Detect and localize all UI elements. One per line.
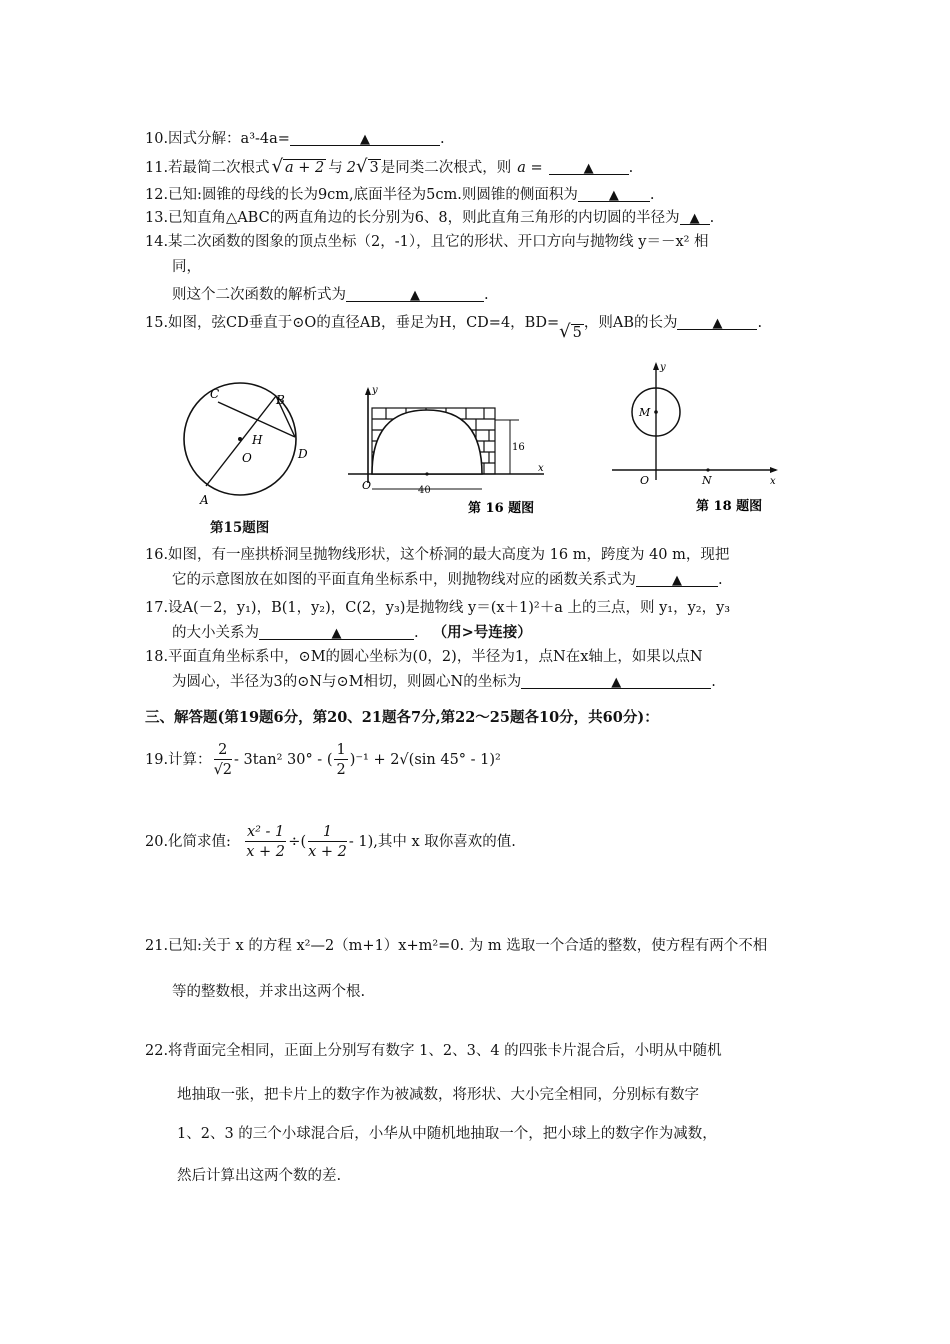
q18-line2: 为圆心，半径为3的⊙N与⊙M相切，则圆心N的坐标为 bbox=[172, 674, 522, 690]
q18-end: . bbox=[711, 674, 716, 690]
q19-num1: 2 bbox=[214, 741, 232, 760]
q11-radicand: a + 2 bbox=[285, 160, 325, 176]
radical-a-plus-2: √ a + 2 bbox=[271, 156, 325, 177]
q21-line1: 21.已知:关于 x 的方程 x²—2（m+1）x+m²=0. 为 m 选取一个合适的整数，使方程有两个不相 bbox=[145, 938, 768, 954]
question-20 bbox=[145, 820, 516, 864]
answer-blank[interactable] bbox=[346, 285, 484, 302]
y-axis-label: y bbox=[372, 385, 378, 396]
q11-post: 是同类二次根式，则 bbox=[380, 160, 512, 176]
label-h: H bbox=[252, 433, 263, 447]
q20-den2: x + 2 bbox=[308, 843, 347, 860]
q17-line2: 的大小关系为 bbox=[172, 625, 259, 641]
answer-blank[interactable] bbox=[549, 158, 629, 175]
triangle-marker: ▲ bbox=[410, 288, 420, 303]
q19-term1: - 3tan² 30° - ( bbox=[234, 752, 333, 768]
q16-line1: 16.如图，有一座拱桥洞呈抛物线形状，这个桥洞的最大高度为 16 m，跨度为 40 m，现把 bbox=[145, 547, 730, 563]
label-m: M bbox=[639, 406, 651, 419]
q22-line3: 1、2、3 的三个小球混合后，小华从中随机地抽取一个，把小球上的数字作为减数， bbox=[177, 1126, 717, 1142]
q18-line1: 18.平面直角坐标系中，⊙M的圆心坐标为(0，2)，半径为1，点N在x轴上，如果以点N bbox=[145, 649, 703, 665]
q19-den1: √2 bbox=[213, 761, 233, 778]
x-axis-label: x bbox=[538, 463, 544, 474]
answer-blank[interactable] bbox=[636, 570, 718, 587]
q19-term2: )⁻¹ + 2√(sin 45° - 1)² bbox=[349, 752, 501, 768]
question-18-line2 bbox=[172, 672, 716, 692]
q17-note: （用>号连接） bbox=[432, 624, 532, 641]
q22-line1: 22.将背面完全相同，正面上分别写有数字 1、2、3、4 的四张卡片混合后，小明从中随机 bbox=[145, 1043, 722, 1059]
label-a: A bbox=[200, 493, 209, 507]
q17-line1: 17.设A(－2，y₁)，B(1，y₂)，C(2，y₃)是抛物线 y＝(x＋1)²＋a 上的三点，则 y₁，y₂，y₃ bbox=[145, 600, 731, 616]
triangle-marker: ▲ bbox=[712, 316, 723, 331]
q14-line2: 同， bbox=[172, 259, 201, 275]
q20-num1: x² - 1 bbox=[246, 823, 285, 840]
question-19 bbox=[145, 738, 501, 782]
q22-line2: 地抽取一张，把卡片上的数字作为被减数，将形状、大小完全相同，分别标有数字 bbox=[177, 1087, 699, 1103]
q19-den2: 2 bbox=[336, 761, 346, 778]
label-n: N bbox=[702, 474, 712, 487]
question-17-line2 bbox=[172, 623, 532, 643]
q11-rad2: 3 bbox=[369, 160, 379, 176]
q15-post: ，则AB的长为 bbox=[583, 315, 678, 331]
q16-line2: 它的示意图放在如图的平面直角坐标系中，则抛物线对应的函数关系式为 bbox=[172, 572, 636, 588]
q14-line3: 则这个二次函数的解析式为 bbox=[172, 287, 346, 303]
triangle-marker: ▲ bbox=[611, 675, 622, 690]
label-o: O bbox=[242, 451, 252, 465]
question-10 bbox=[145, 129, 445, 149]
span-label: 40 bbox=[418, 485, 431, 496]
label-b: B bbox=[276, 393, 285, 407]
radical-5: √ 5 bbox=[559, 321, 582, 342]
q14-line1: 14.某二次函数的图象的顶点坐标（2，-1），且它的形状、开口方向与抛物线 y＝－x² 相 bbox=[145, 234, 709, 250]
q11-coef: 2 bbox=[346, 160, 357, 176]
question-13 bbox=[145, 208, 714, 228]
q14-end: . bbox=[484, 287, 489, 303]
q11-var: a = bbox=[517, 160, 543, 176]
question-11 bbox=[145, 157, 633, 178]
q15-rad: 5 bbox=[572, 325, 582, 341]
q20-label: 20.化简求值: bbox=[145, 834, 231, 850]
q15-end: . bbox=[757, 315, 763, 331]
figure-16-bridge bbox=[344, 385, 554, 515]
q20-div: ÷( bbox=[288, 834, 307, 850]
figure-15-caption: 第15题图 bbox=[210, 520, 270, 536]
q10-text: 10.因式分解：a³-4a= bbox=[145, 131, 290, 147]
q20-den1: x + 2 bbox=[246, 843, 286, 860]
figure-16-caption: 第 16 题图 bbox=[468, 501, 535, 515]
q19-num2: 1 bbox=[336, 741, 346, 758]
fraction-2-over-root2 bbox=[214, 741, 232, 780]
q19-label: 19.计算： bbox=[145, 752, 212, 768]
question-15 bbox=[145, 313, 762, 343]
triangle-marker: ▲ bbox=[689, 211, 700, 226]
q20-num2: 1 bbox=[308, 823, 347, 842]
figure-15-circle bbox=[178, 382, 318, 512]
section-3-heading: 三、解答题(第19题6分，第20、21题各7分,第22～25题各10分，共60分)： bbox=[145, 709, 659, 726]
answer-blank[interactable] bbox=[290, 129, 440, 146]
q20-term2: - 1) bbox=[348, 834, 374, 850]
figure-18-caption: 第 18 题图 bbox=[696, 499, 763, 514]
triangle-marker: ▲ bbox=[331, 626, 342, 641]
q12-text: 12.已知:圆锥的母线的长为9cm,底面半径为5cm.则圆锥的侧面积为 bbox=[145, 187, 578, 203]
question-16-line2 bbox=[172, 570, 723, 590]
fraction-1-over-x-plus-2 bbox=[308, 823, 347, 862]
q15-pre: 15.如图，弦CD垂直于⊙O的直径AB，垂足为H，CD=4，BD= bbox=[145, 315, 560, 331]
fraction-1-over-2 bbox=[334, 741, 347, 780]
triangle-marker: ▲ bbox=[583, 161, 594, 176]
q10-end: . bbox=[439, 131, 445, 147]
q16-end: . bbox=[718, 572, 723, 588]
q13-text: 13.已知直角△ABC的两直角边的长分别为6、8，则此直角三角形的内切圆的半径为 bbox=[145, 210, 680, 226]
triangle-marker: ▲ bbox=[359, 132, 370, 147]
q11-mid: 与 bbox=[328, 160, 343, 176]
y-axis-label: y bbox=[660, 362, 666, 373]
label-c: C bbox=[210, 387, 220, 401]
q13-end: . bbox=[709, 210, 715, 226]
answer-blank[interactable] bbox=[521, 672, 711, 689]
x-axis-label: x bbox=[770, 476, 776, 487]
q11-pre: 11.若最简二次根式 bbox=[145, 160, 270, 176]
fraction-x2-1-over-x-plus-2 bbox=[245, 823, 286, 862]
answer-blank[interactable] bbox=[259, 623, 414, 640]
origin-label: O bbox=[640, 474, 650, 487]
q12-end: . bbox=[649, 187, 655, 203]
triangle-marker: ▲ bbox=[608, 188, 619, 203]
question-14-line3 bbox=[172, 285, 489, 305]
triangle-marker: ▲ bbox=[672, 573, 682, 588]
q20-post: ,其中 x 取你喜欢的值. bbox=[373, 834, 516, 850]
q17-end: . bbox=[414, 625, 419, 641]
figure-18-circles bbox=[604, 360, 784, 515]
origin-label: O bbox=[362, 479, 372, 492]
label-d: D bbox=[298, 447, 308, 461]
answer-blank[interactable] bbox=[677, 313, 757, 330]
q22-line4: 然后计算出这两个数的差. bbox=[177, 1168, 342, 1184]
q11-end: . bbox=[628, 160, 634, 176]
q21-line2: 等的整数根，并求出这两个根. bbox=[172, 984, 366, 1000]
answer-blank[interactable] bbox=[578, 185, 650, 202]
height-label: 16 bbox=[512, 442, 525, 453]
radical-sign: √ bbox=[356, 156, 368, 177]
question-12 bbox=[145, 185, 654, 205]
answer-blank[interactable] bbox=[680, 208, 710, 225]
